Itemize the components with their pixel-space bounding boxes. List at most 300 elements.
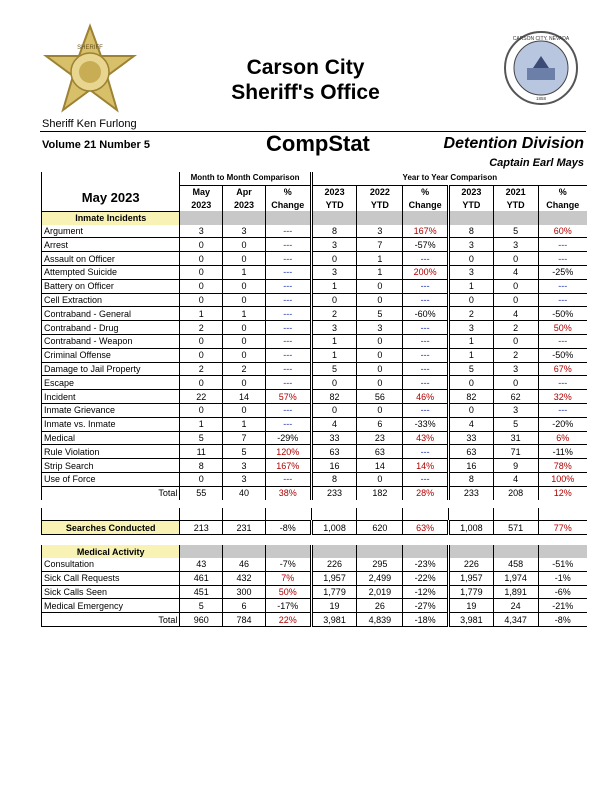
pct-change-cell: --- bbox=[538, 279, 587, 293]
value-cell: 0 bbox=[223, 376, 266, 390]
table-row bbox=[42, 252, 588, 266]
pct-change-cell: --- bbox=[403, 362, 449, 376]
value-cell: 0 bbox=[180, 252, 223, 266]
table-row bbox=[42, 390, 588, 404]
header-row-top bbox=[42, 185, 588, 198]
value-cell: 0 bbox=[493, 376, 538, 390]
value-cell: 0 bbox=[357, 404, 403, 418]
section-medical-activity bbox=[42, 545, 588, 558]
value-cell: 3 bbox=[493, 362, 538, 376]
value-cell: 0 bbox=[493, 279, 538, 293]
report-title: CompStat bbox=[266, 131, 370, 156]
pct-change-cell: 7% bbox=[265, 571, 311, 585]
value-cell: 3 bbox=[223, 459, 266, 473]
pct-change-cell: 167% bbox=[403, 225, 449, 238]
table-row bbox=[42, 279, 588, 293]
value-cell: 1,974 bbox=[493, 571, 538, 585]
yty-header: Year to Year Comparison bbox=[311, 172, 587, 185]
pct-change-cell: --- bbox=[265, 252, 311, 266]
value-cell: 46 bbox=[223, 558, 266, 571]
value-cell: 0 bbox=[311, 252, 357, 266]
value-cell: 0 bbox=[223, 279, 266, 293]
value-cell: 461 bbox=[180, 571, 223, 585]
mtm-header: Month to Month Comparison bbox=[180, 172, 311, 185]
value-cell: 1 bbox=[223, 266, 266, 280]
spacer bbox=[311, 508, 357, 521]
value-cell: 6 bbox=[223, 599, 266, 613]
spacer bbox=[265, 508, 311, 521]
row-label: Inmate Grievance bbox=[42, 404, 180, 418]
pct-change-cell: --- bbox=[403, 293, 449, 307]
value-cell: 33 bbox=[311, 431, 357, 445]
row-label: Damage to Jail Property bbox=[42, 362, 180, 376]
value-cell: 1,957 bbox=[311, 571, 357, 585]
value-cell: 0 bbox=[357, 376, 403, 390]
pct-change-cell: --- bbox=[538, 335, 587, 349]
table-row bbox=[42, 266, 588, 280]
value-cell: 3 bbox=[223, 225, 266, 238]
value-cell: 0 bbox=[311, 293, 357, 307]
value-cell: 62 bbox=[493, 390, 538, 404]
section-title: Inmate Incidents bbox=[42, 211, 180, 224]
pct-change-cell: -8% bbox=[265, 521, 311, 535]
pct-change-cell: --- bbox=[403, 252, 449, 266]
row-label: Cell Extraction bbox=[42, 293, 180, 307]
pct-change-cell: --- bbox=[265, 321, 311, 335]
value-cell: 0 bbox=[180, 238, 223, 252]
gray-cell bbox=[493, 211, 538, 224]
value-cell: 14 bbox=[357, 459, 403, 473]
value-cell: 1,891 bbox=[493, 585, 538, 599]
value-cell: 22 bbox=[180, 390, 223, 404]
value-cell: 26 bbox=[357, 599, 403, 613]
value-cell: 0 bbox=[357, 362, 403, 376]
total-row bbox=[42, 613, 588, 627]
value-cell: 208 bbox=[493, 486, 538, 499]
value-cell: 5 bbox=[357, 307, 403, 321]
value-cell: 63 bbox=[311, 445, 357, 459]
value-cell: 0 bbox=[357, 473, 403, 487]
searches-title: Searches Conducted bbox=[42, 521, 180, 535]
table-row bbox=[42, 293, 588, 307]
value-cell: 1,957 bbox=[449, 571, 494, 585]
pct-change-cell: --- bbox=[403, 279, 449, 293]
value-cell: 7 bbox=[357, 238, 403, 252]
division-name: Detention Division bbox=[443, 135, 584, 152]
pct-change-cell: --- bbox=[265, 376, 311, 390]
column-header: YTD bbox=[311, 199, 357, 212]
gray-cell bbox=[403, 211, 449, 224]
value-cell: 1 bbox=[357, 266, 403, 280]
value-cell: 0 bbox=[493, 293, 538, 307]
table-row bbox=[42, 585, 588, 599]
pct-change-cell: --- bbox=[265, 335, 311, 349]
gray-cell bbox=[403, 545, 449, 558]
value-cell: 1 bbox=[180, 307, 223, 321]
table-row bbox=[42, 307, 588, 321]
value-cell: 231 bbox=[223, 521, 266, 535]
pct-change-cell: --- bbox=[538, 252, 587, 266]
row-label: Assault on Officer bbox=[42, 252, 180, 266]
pct-change-cell: --- bbox=[265, 238, 311, 252]
pct-change-cell: 6% bbox=[538, 431, 587, 445]
header-row-group bbox=[42, 172, 588, 185]
row-label: Contraband - Weapon bbox=[42, 335, 180, 349]
table-row bbox=[42, 599, 588, 613]
header-spacer bbox=[42, 172, 180, 185]
pct-change-cell: -17% bbox=[265, 599, 311, 613]
column-header: YTD bbox=[493, 199, 538, 212]
row-label: Contraband - Drug bbox=[42, 321, 180, 335]
value-cell: 63 bbox=[357, 445, 403, 459]
column-header: YTD bbox=[357, 199, 403, 212]
gray-cell bbox=[265, 211, 311, 224]
value-cell: 0 bbox=[357, 348, 403, 362]
value-cell: 300 bbox=[223, 585, 266, 599]
value-cell: 1,008 bbox=[449, 521, 494, 535]
value-cell: 4 bbox=[493, 266, 538, 280]
spacer-row bbox=[42, 508, 588, 521]
gray-cell bbox=[180, 545, 223, 558]
column-header: Change bbox=[403, 199, 449, 212]
pct-change-cell: --- bbox=[265, 279, 311, 293]
value-cell: 233 bbox=[449, 486, 494, 499]
value-cell: 0 bbox=[449, 293, 494, 307]
captain-name: Captain Earl Mays bbox=[489, 157, 584, 169]
value-cell: 5 bbox=[493, 417, 538, 431]
gray-cell bbox=[538, 211, 587, 224]
pct-change-cell: -7% bbox=[265, 558, 311, 571]
value-cell: 0 bbox=[311, 404, 357, 418]
pct-change-cell: -50% bbox=[538, 348, 587, 362]
section-inmate-incidents bbox=[42, 211, 588, 224]
value-cell: 0 bbox=[357, 293, 403, 307]
table-row bbox=[42, 571, 588, 585]
month-label: May 2023 bbox=[42, 185, 180, 211]
value-cell: 63 bbox=[449, 445, 494, 459]
value-cell: 0 bbox=[223, 335, 266, 349]
gray-cell bbox=[357, 545, 403, 558]
spacer bbox=[493, 508, 538, 521]
value-cell: 0 bbox=[493, 252, 538, 266]
badge-text: SHERIFF bbox=[77, 45, 103, 51]
pct-change-cell: 57% bbox=[265, 390, 311, 404]
spacer bbox=[449, 508, 494, 521]
value-cell: 213 bbox=[180, 521, 223, 535]
pct-change-cell: 67% bbox=[538, 362, 587, 376]
row-label: Incident bbox=[42, 390, 180, 404]
value-cell: 1 bbox=[311, 348, 357, 362]
seal-text: CARSON CITY, NEVADA bbox=[512, 36, 570, 42]
value-cell: 1 bbox=[311, 279, 357, 293]
row-label: Criminal Offense bbox=[42, 348, 180, 362]
value-cell: 3 bbox=[449, 238, 494, 252]
value-cell: 0 bbox=[357, 279, 403, 293]
value-cell: 11 bbox=[180, 445, 223, 459]
value-cell: 0 bbox=[180, 266, 223, 280]
value-cell: 24 bbox=[493, 599, 538, 613]
value-cell: 3 bbox=[449, 321, 494, 335]
value-cell: 0 bbox=[223, 238, 266, 252]
value-cell: 2 bbox=[223, 362, 266, 376]
pct-change-cell: -33% bbox=[403, 417, 449, 431]
pct-change-cell: 50% bbox=[265, 585, 311, 599]
value-cell: 14 bbox=[223, 390, 266, 404]
value-cell: 8 bbox=[311, 225, 357, 238]
pct-change-cell: 100% bbox=[538, 473, 587, 487]
pct-change-cell: 28% bbox=[403, 486, 449, 499]
pct-change-cell: -11% bbox=[538, 445, 587, 459]
table-row bbox=[42, 225, 588, 238]
value-cell: 0 bbox=[180, 404, 223, 418]
value-cell: 5 bbox=[223, 445, 266, 459]
sheriff-name: Sheriff Ken Furlong bbox=[42, 118, 137, 130]
value-cell: 182 bbox=[357, 486, 403, 499]
value-cell: 1,779 bbox=[311, 585, 357, 599]
pct-change-cell: 63% bbox=[403, 521, 449, 535]
value-cell: 620 bbox=[357, 521, 403, 535]
searches-row bbox=[42, 521, 588, 535]
column-header: % bbox=[538, 185, 587, 198]
table-row bbox=[42, 431, 588, 445]
value-cell: 8 bbox=[449, 473, 494, 487]
value-cell: 0 bbox=[449, 252, 494, 266]
value-cell: 56 bbox=[357, 390, 403, 404]
gray-cell bbox=[223, 545, 266, 558]
value-cell: 0 bbox=[223, 252, 266, 266]
pct-change-cell: -21% bbox=[538, 599, 587, 613]
pct-change-cell: --- bbox=[403, 376, 449, 390]
spacer bbox=[538, 508, 587, 521]
pct-change-cell: --- bbox=[265, 225, 311, 238]
value-cell: 33 bbox=[449, 431, 494, 445]
row-label: Attempted Suicide bbox=[42, 266, 180, 280]
row-label: Arrest bbox=[42, 238, 180, 252]
pct-change-cell: --- bbox=[265, 473, 311, 487]
gray-cell bbox=[180, 211, 223, 224]
pct-change-cell: --- bbox=[403, 473, 449, 487]
value-cell: 2,499 bbox=[357, 571, 403, 585]
table-row bbox=[42, 238, 588, 252]
pct-change-cell: 46% bbox=[403, 390, 449, 404]
row-label: Rule Violation bbox=[42, 445, 180, 459]
pct-change-cell: --- bbox=[265, 266, 311, 280]
value-cell: 1 bbox=[449, 279, 494, 293]
value-cell: 1 bbox=[357, 252, 403, 266]
value-cell: 295 bbox=[357, 558, 403, 571]
pct-change-cell: -57% bbox=[403, 238, 449, 252]
spacer bbox=[403, 508, 449, 521]
value-cell: 0 bbox=[223, 404, 266, 418]
pct-change-cell: 43% bbox=[403, 431, 449, 445]
value-cell: 1 bbox=[449, 348, 494, 362]
row-label: Sick Call Requests bbox=[42, 571, 180, 585]
table-row bbox=[42, 348, 588, 362]
pct-change-cell: -27% bbox=[403, 599, 449, 613]
table-row bbox=[42, 417, 588, 431]
value-cell: 3 bbox=[357, 321, 403, 335]
value-cell: 82 bbox=[449, 390, 494, 404]
total-label: Total bbox=[42, 486, 180, 499]
gray-cell bbox=[311, 211, 357, 224]
value-cell: 23 bbox=[357, 431, 403, 445]
value-cell: 8 bbox=[180, 459, 223, 473]
table-row bbox=[42, 335, 588, 349]
value-cell: 0 bbox=[357, 335, 403, 349]
value-cell: 16 bbox=[449, 459, 494, 473]
pct-change-cell: -60% bbox=[403, 307, 449, 321]
column-header: % bbox=[403, 185, 449, 198]
column-header: 2023 bbox=[311, 185, 357, 198]
pct-change-cell: --- bbox=[265, 348, 311, 362]
value-cell: 7 bbox=[223, 431, 266, 445]
pct-change-cell: -18% bbox=[403, 613, 449, 627]
value-cell: 16 bbox=[311, 459, 357, 473]
value-cell: 1,779 bbox=[449, 585, 494, 599]
pct-change-cell: 22% bbox=[265, 613, 311, 627]
column-header: Change bbox=[538, 199, 587, 212]
value-cell: 3 bbox=[180, 225, 223, 238]
pct-change-cell: -20% bbox=[538, 417, 587, 431]
org-name-line2: Sheriff's Office bbox=[231, 81, 380, 104]
value-cell: 19 bbox=[311, 599, 357, 613]
value-cell: 5 bbox=[180, 431, 223, 445]
pct-change-cell: 120% bbox=[265, 445, 311, 459]
gray-cell bbox=[311, 545, 357, 558]
value-cell: 0 bbox=[223, 321, 266, 335]
pct-change-cell: --- bbox=[265, 417, 311, 431]
pct-change-cell: --- bbox=[265, 404, 311, 418]
row-label: Medical Emergency bbox=[42, 599, 180, 613]
value-cell: 3 bbox=[493, 238, 538, 252]
column-header: 2023 bbox=[180, 199, 223, 212]
pct-change-cell: -29% bbox=[265, 431, 311, 445]
table-row bbox=[42, 321, 588, 335]
pct-change-cell: 38% bbox=[265, 486, 311, 499]
row-label: Battery on Officer bbox=[42, 279, 180, 293]
value-cell: 3 bbox=[493, 404, 538, 418]
value-cell: 8 bbox=[311, 473, 357, 487]
value-cell: 1 bbox=[223, 307, 266, 321]
value-cell: 451 bbox=[180, 585, 223, 599]
pct-change-cell: --- bbox=[538, 404, 587, 418]
value-cell: 2 bbox=[311, 307, 357, 321]
row-label: Consultation bbox=[42, 558, 180, 571]
gray-cell bbox=[265, 545, 311, 558]
column-header: % bbox=[265, 185, 311, 198]
pct-change-cell: -25% bbox=[538, 266, 587, 280]
value-cell: 0 bbox=[449, 376, 494, 390]
value-cell: 3 bbox=[311, 266, 357, 280]
value-cell: 0 bbox=[180, 348, 223, 362]
value-cell: 5 bbox=[180, 599, 223, 613]
table-row bbox=[42, 558, 588, 571]
value-cell: 55 bbox=[180, 486, 223, 499]
value-cell: 0 bbox=[180, 376, 223, 390]
column-header: Apr bbox=[223, 185, 266, 198]
value-cell: 43 bbox=[180, 558, 223, 571]
value-cell: 1,008 bbox=[311, 521, 357, 535]
spacer-row bbox=[42, 500, 588, 508]
value-cell: 4 bbox=[493, 473, 538, 487]
value-cell: 1 bbox=[180, 417, 223, 431]
spacer bbox=[357, 508, 403, 521]
gray-cell bbox=[449, 545, 494, 558]
column-header: YTD bbox=[449, 199, 494, 212]
org-name-line1: Carson City bbox=[246, 56, 365, 79]
pct-change-cell: 77% bbox=[538, 521, 587, 535]
value-cell: 0 bbox=[493, 335, 538, 349]
pct-change-cell: 50% bbox=[538, 321, 587, 335]
row-label: Sick Calls Seen bbox=[42, 585, 180, 599]
pct-change-cell: 78% bbox=[538, 459, 587, 473]
volume-label: Volume 21 Number 5 bbox=[42, 139, 150, 151]
value-cell: 233 bbox=[311, 486, 357, 499]
row-label: Medical bbox=[42, 431, 180, 445]
value-cell: 6 bbox=[357, 417, 403, 431]
value-cell: 3 bbox=[311, 321, 357, 335]
total-label: Total bbox=[42, 613, 180, 627]
pct-change-cell: -22% bbox=[403, 571, 449, 585]
value-cell: 0 bbox=[180, 473, 223, 487]
pct-change-cell: -23% bbox=[403, 558, 449, 571]
column-header: 2022 bbox=[357, 185, 403, 198]
value-cell: 2,019 bbox=[357, 585, 403, 599]
section-title: Medical Activity bbox=[42, 545, 180, 558]
gray-cell bbox=[449, 211, 494, 224]
value-cell: 3 bbox=[357, 225, 403, 238]
pct-change-cell: --- bbox=[403, 335, 449, 349]
value-cell: 40 bbox=[223, 486, 266, 499]
row-label: Inmate vs. Inmate bbox=[42, 417, 180, 431]
value-cell: 82 bbox=[311, 390, 357, 404]
pct-change-cell: --- bbox=[265, 307, 311, 321]
pct-change-cell: --- bbox=[403, 348, 449, 362]
pct-change-cell: -6% bbox=[538, 585, 587, 599]
value-cell: 0 bbox=[449, 404, 494, 418]
column-header: May bbox=[180, 185, 223, 198]
value-cell: 3,981 bbox=[449, 613, 494, 627]
column-header: 2023 bbox=[223, 199, 266, 212]
table-row bbox=[42, 404, 588, 418]
pct-change-cell: 60% bbox=[538, 225, 587, 238]
value-cell: 0 bbox=[180, 293, 223, 307]
pct-change-cell: -50% bbox=[538, 307, 587, 321]
value-cell: 1 bbox=[223, 417, 266, 431]
table-row bbox=[42, 376, 588, 390]
column-header: 2021 bbox=[493, 185, 538, 198]
pct-change-cell: --- bbox=[403, 321, 449, 335]
spacer bbox=[42, 500, 588, 508]
pct-change-cell: --- bbox=[538, 293, 587, 307]
row-label: Escape bbox=[42, 376, 180, 390]
value-cell: 0 bbox=[180, 279, 223, 293]
gray-cell bbox=[493, 545, 538, 558]
value-cell: 226 bbox=[449, 558, 494, 571]
value-cell: 0 bbox=[223, 293, 266, 307]
pct-change-cell: --- bbox=[265, 293, 311, 307]
value-cell: 3 bbox=[449, 266, 494, 280]
pct-change-cell: 200% bbox=[403, 266, 449, 280]
value-cell: 31 bbox=[493, 431, 538, 445]
table-row bbox=[42, 459, 588, 473]
value-cell: 571 bbox=[493, 521, 538, 535]
value-cell: 226 bbox=[311, 558, 357, 571]
value-cell: 0 bbox=[311, 376, 357, 390]
row-label: Contraband - General bbox=[42, 307, 180, 321]
pct-change-cell: --- bbox=[265, 362, 311, 376]
spacer bbox=[223, 508, 266, 521]
